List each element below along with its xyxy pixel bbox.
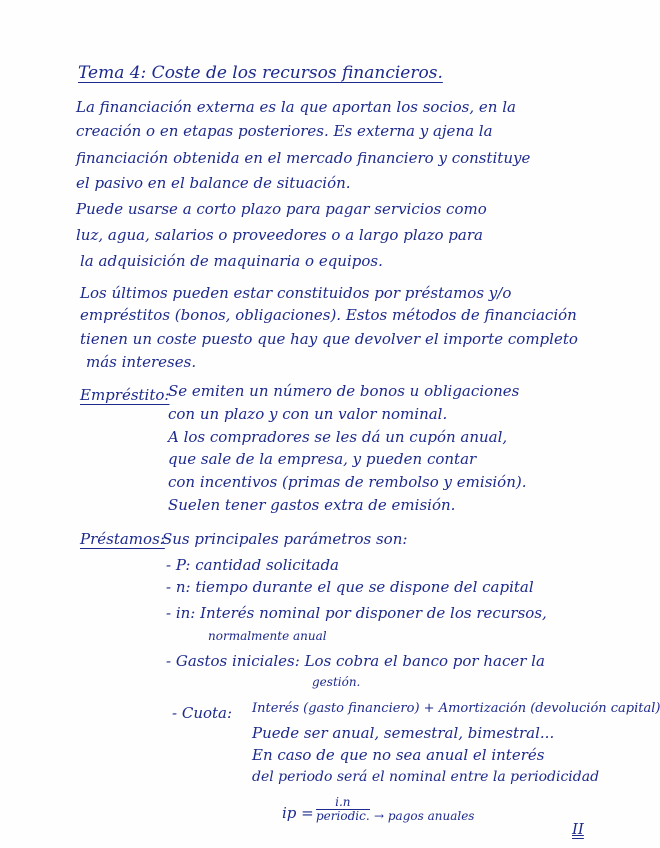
parameter-item: - n: tiempo durante el que se dispone del capital: [166, 578, 534, 596]
text-line: creación o en etapas posteriores. Es externa y ajena la: [76, 122, 493, 140]
page-title: Tema 4: Coste de los recursos financieros.: [78, 63, 443, 83]
formula-denominator: periodic.: [316, 809, 370, 823]
prestamos-intro: Sus principales parámetros son:: [162, 530, 408, 548]
text-line: Suelen tener gastos extra de emisión.: [168, 496, 456, 514]
text-line: del periodo será el nominal entre la periodicidad: [252, 769, 600, 785]
formula-lhs: ip =: [282, 804, 314, 822]
text-line: A los compradores se les dá un cupón anual,: [168, 428, 508, 446]
formula-numerator: i.n: [316, 796, 370, 810]
emprestito-label: Empréstito:: [80, 386, 170, 404]
formula-note: → pagos anuales: [374, 809, 475, 823]
text-line: el pasivo en el balance de situación.: [76, 174, 351, 192]
parameter-item: gestión.: [312, 675, 361, 689]
text-line: La financiación externa es la que aportan los socios, en la: [76, 98, 516, 116]
prestamos-label: Préstamos:: [80, 530, 165, 548]
text-line: Se emiten un número de bonos u obligaciones: [168, 382, 520, 400]
text-line: En caso de que no sea anual el interés: [252, 746, 545, 764]
parameter-item: normalmente anual: [208, 629, 327, 643]
text-line: Puede usarse a corto plazo para pagar servicios como: [76, 200, 487, 218]
cuota-label: - Cuota:: [172, 704, 233, 722]
text-line: tienen un coste puesto que hay que devolver el importe completo: [80, 330, 578, 348]
text-line: luz, agua, salarios o proveedores o a largo plazo para: [76, 226, 483, 244]
text-line: con un plazo y con un valor nominal.: [168, 405, 448, 423]
parameter-item: - Gastos iniciales: Los cobra el banco por hacer la: [166, 652, 545, 670]
text-line: más intereses.: [86, 353, 197, 371]
text-line: que sale de la empresa, y pueden contar: [168, 450, 477, 468]
text-line: Los últimos pueden estar constituidos por préstamos y/o: [80, 284, 512, 302]
text-line: Interés (gasto financiero) + Amortización (devolución capital): [252, 701, 660, 716]
text-line: Puede ser anual, semestral, bimestral...: [252, 724, 555, 742]
parameter-item: - P: cantidad solicitada: [166, 556, 339, 574]
text-line: empréstitos (bonos, obligaciones). Estos métodos de financiación: [80, 306, 577, 324]
formula-fraction: [316, 796, 370, 823]
text-line: financiación obtenida en el mercado financiero y constituye: [76, 149, 531, 167]
parameter-item: - in: Interés nominal por disponer de los recursos,: [166, 604, 547, 622]
page-number: II: [572, 820, 584, 838]
text-line: la adquisición de maquinaria o equipos.: [80, 252, 383, 270]
text-line: con incentivos (primas de rembolso y emisión).: [168, 473, 527, 491]
